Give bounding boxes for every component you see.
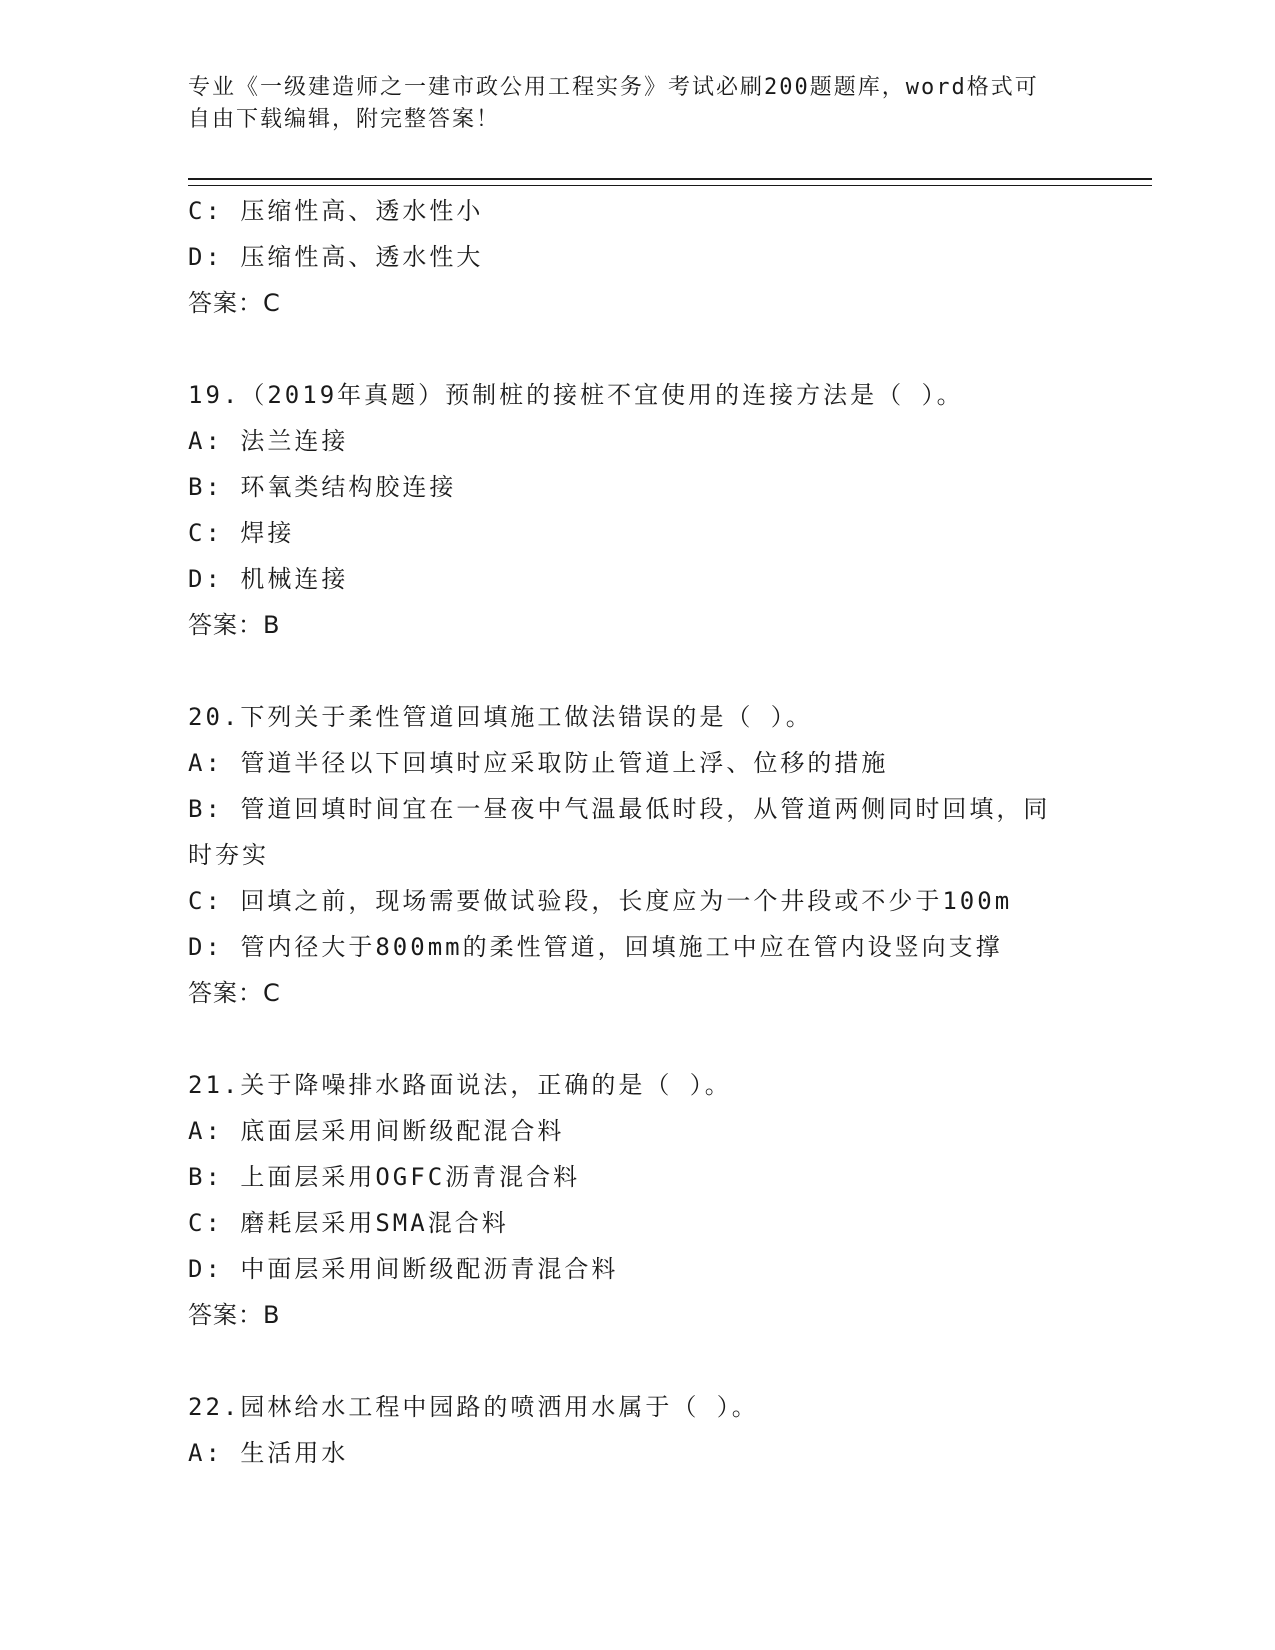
- option-b: B: 上面层采用OGFC沥青混合料: [188, 1163, 581, 1191]
- option-b: B: 环氧类结构胶连接: [188, 473, 457, 501]
- option-b: B: 管道回填时间宜在一昼夜中气温最低时段，从管道两侧同时回填，同时夯实: [188, 795, 1051, 869]
- question-stem: 22.园林给水工程中园路的喷洒用水属于（ ）。: [188, 1393, 759, 1421]
- option-a: A: 法兰连接: [188, 427, 349, 455]
- answer-line: 答案：C: [188, 289, 281, 317]
- question-19: [188, 372, 1068, 648]
- option-a: A: 管道半径以下回填时应采取防止管道上浮、位移的措施: [188, 749, 889, 777]
- question-21: [188, 1062, 1068, 1338]
- option-d: D: 管内径大于800mm的柔性管道，回填施工中应在管内设竖向支撑: [188, 933, 1003, 961]
- option-a: A: 生活用水: [188, 1439, 349, 1467]
- option-d: D: 机械连接: [188, 565, 349, 593]
- spacer: [188, 1016, 1068, 1062]
- header-title-line-1: 专业《一级建造师之一建市政公用工程实务》考试必刷200题题库，word格式可: [188, 75, 1039, 100]
- answer-line: 答案：B: [188, 1301, 281, 1329]
- question-22: [188, 1384, 1068, 1476]
- header-divider: [188, 178, 1152, 186]
- question-20: [188, 694, 1068, 1016]
- question-stem: 19.（2019年真题）预制桩的接桩不宜使用的连接方法是（ ）。: [188, 381, 964, 409]
- option-c: C: 压缩性高、透水性小: [188, 197, 484, 225]
- header-title-line-2: 自由下载编辑，附完整答案！: [188, 107, 501, 132]
- option-a: A: 底面层采用间断级配混合料: [188, 1117, 565, 1145]
- option-d: D: 压缩性高、透水性大: [188, 243, 484, 271]
- spacer: [188, 1338, 1068, 1384]
- question-list: [188, 188, 1068, 1476]
- option-c: C: 磨耗层采用SMA混合料: [188, 1209, 509, 1237]
- option-c: C: 回填之前，现场需要做试验段，长度应为一个井段或不少于100m: [188, 887, 1013, 915]
- question-stem: 21.关于降噪排水路面说法，正确的是（ ）。: [188, 1071, 732, 1099]
- question-18-continued: [188, 188, 1068, 326]
- option-d: D: 中面层采用间断级配沥青混合料: [188, 1255, 619, 1283]
- answer-line: 答案：B: [188, 611, 281, 639]
- option-c: C: 焊接: [188, 519, 295, 547]
- spacer: [188, 326, 1068, 372]
- question-stem: 20.下列关于柔性管道回填施工做法错误的是（ ）。: [188, 703, 813, 731]
- page-header: [188, 72, 1068, 136]
- spacer: [188, 648, 1068, 694]
- answer-line: 答案：C: [188, 979, 281, 1007]
